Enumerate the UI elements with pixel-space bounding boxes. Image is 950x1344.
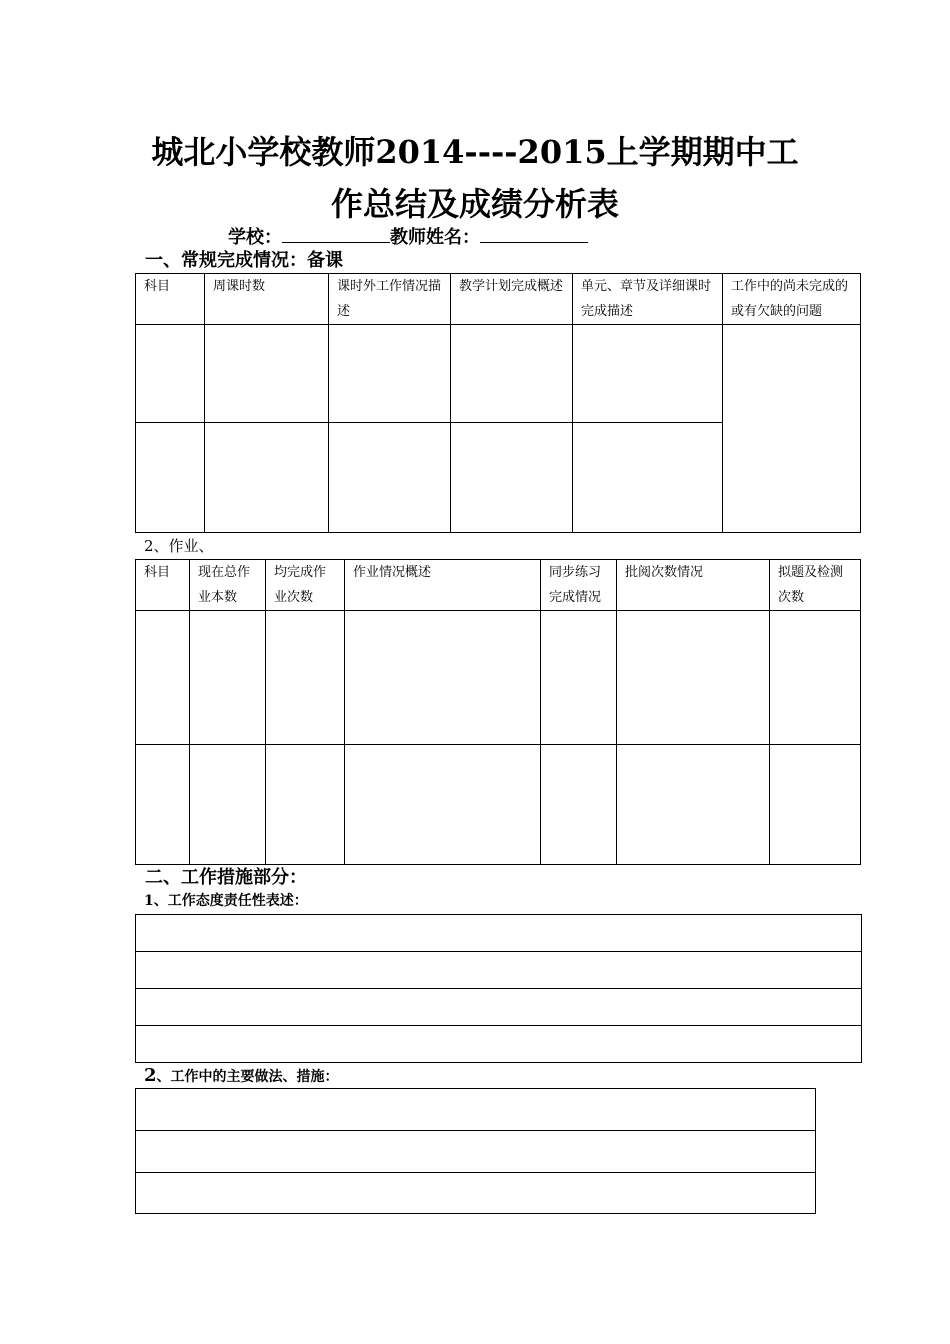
header-cell-total-books: 现在总作业本数 xyxy=(190,560,266,611)
teacher-name-blank[interactable] xyxy=(480,224,588,243)
table-cell[interactable] xyxy=(617,745,770,865)
table-cell[interactable] xyxy=(266,745,345,865)
table-cell[interactable] xyxy=(451,423,573,533)
table-cell[interactable] xyxy=(190,611,266,745)
table-cell[interactable] xyxy=(617,611,770,745)
section1-heading: 一、常规完成情况：备课 xyxy=(145,250,343,271)
table-cell[interactable] xyxy=(136,745,190,865)
writing-line[interactable] xyxy=(136,1131,816,1173)
table-cell[interactable] xyxy=(345,611,541,745)
header-cell-outstanding-issues: 工作中的尚未完成的或有欠缺的问题 xyxy=(723,274,861,325)
header-cell-subject: 科目 xyxy=(136,560,190,611)
writing-line[interactable] xyxy=(136,1089,816,1131)
table-cell[interactable] xyxy=(573,325,723,423)
table-cell[interactable] xyxy=(345,745,541,865)
header-cell-sync-practice: 同步练习完成情况 xyxy=(541,560,617,611)
table-cell[interactable] xyxy=(205,325,329,423)
header-cell-homework-overview: 作业情况概述 xyxy=(345,560,541,611)
header-cell-weekly-hours: 周课时数 xyxy=(205,274,329,325)
writing-line[interactable] xyxy=(136,1173,816,1214)
writing-line[interactable] xyxy=(136,989,862,1026)
header-cell-test-count: 拟题及检测次数 xyxy=(770,560,861,611)
header-cell-avg-completion: 均完成作业次数 xyxy=(266,560,345,611)
table-cell[interactable] xyxy=(573,423,723,533)
school-label: 学校： xyxy=(228,227,282,248)
attitude-heading: 1、工作态度责任性表述： xyxy=(144,893,308,909)
table-cell-merged[interactable] xyxy=(723,325,861,533)
homework-table xyxy=(135,559,861,865)
document-title-line-1: 城北小学校教师2014----2015上学期期中工 xyxy=(151,133,799,171)
table-cell[interactable] xyxy=(329,325,451,423)
table-cell[interactable] xyxy=(541,745,617,865)
header-cell-grading-count: 批阅次数情况 xyxy=(617,560,770,611)
table-cell[interactable] xyxy=(329,423,451,533)
lesson-prep-table xyxy=(135,273,861,533)
table-cell[interactable] xyxy=(451,325,573,423)
table-cell[interactable] xyxy=(205,423,329,533)
section2-heading: 二、工作措施部分： xyxy=(145,867,307,888)
table-cell[interactable] xyxy=(136,423,205,533)
header-cell-subject: 科目 xyxy=(136,274,205,325)
writing-line[interactable] xyxy=(136,915,862,952)
homework-heading: 2、作业、 xyxy=(144,537,214,555)
practices-lines-table xyxy=(135,1088,816,1214)
header-fields xyxy=(228,224,588,251)
table-cell[interactable] xyxy=(136,611,190,745)
table-cell[interactable] xyxy=(541,611,617,745)
table-cell[interactable] xyxy=(770,745,861,865)
header-cell-unit-completion: 单元、章节及详细课时完成描述 xyxy=(573,274,723,325)
school-blank[interactable] xyxy=(282,224,390,243)
table-cell[interactable] xyxy=(770,611,861,745)
table-cell[interactable] xyxy=(190,745,266,865)
writing-line[interactable] xyxy=(136,1026,862,1063)
header-cell-extra-work: 课时外工作情况描述 xyxy=(329,274,451,325)
practices-number: 2 xyxy=(144,1065,157,1086)
practices-heading xyxy=(144,1066,339,1087)
writing-line[interactable] xyxy=(136,952,862,989)
teacher-name-label: 教师姓名： xyxy=(390,227,480,248)
table-cell[interactable] xyxy=(136,325,205,423)
table-cell[interactable] xyxy=(266,611,345,745)
document-title-line-2: 作总结及成绩分析表 xyxy=(330,185,619,223)
header-cell-plan-completion: 教学计划完成概述 xyxy=(451,274,573,325)
practices-label: 、工作中的主要做法、措施： xyxy=(156,1069,339,1085)
attitude-lines-table xyxy=(135,914,862,1063)
